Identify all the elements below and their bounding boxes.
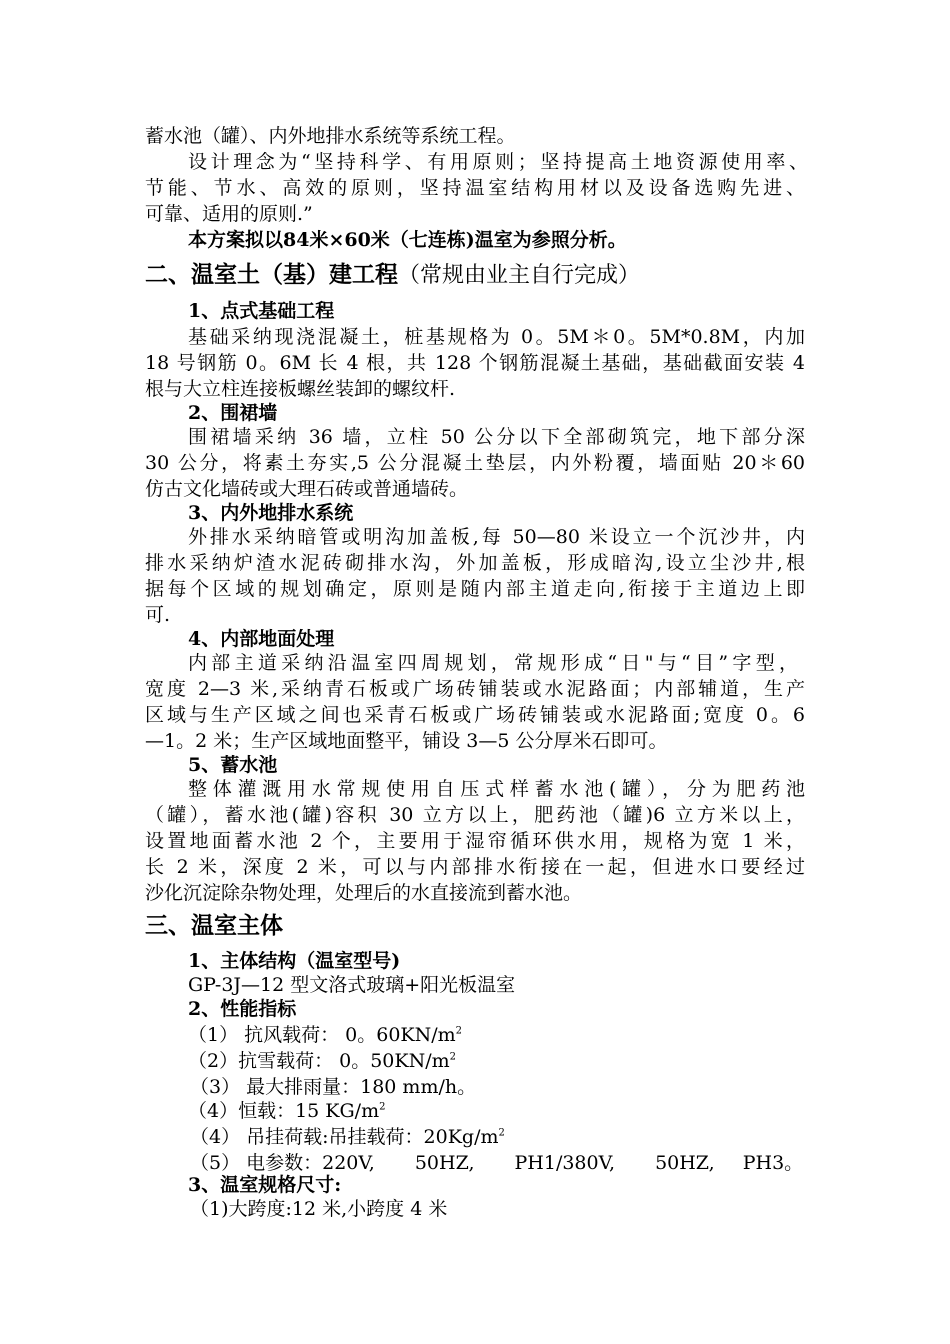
subsection-2-5-line-2: （罐），蓄水池(罐)容积 30 立方以上，肥药池（罐)6 立方米以上， — [145, 804, 805, 826]
section-3-title: 三、温室主体 — [145, 912, 283, 939]
spec-dead-load: （4）恒载：15 $KG/m^2$ — [188, 1100, 386, 1122]
subsection-2-5-title: 5、蓄水池 — [188, 754, 278, 776]
subsection-3-3-title: 3、温室规格尺寸: — [188, 1174, 342, 1196]
subsection-2-3-title: 3、内外地排水系统 — [188, 502, 354, 524]
spec-hanging-load: （4） 吊挂荷载:吊挂载荷：$20Kg/m^2$ — [190, 1126, 505, 1148]
plan-statement: 本方案拟以84米×60米（七连栋)温室为参照分析。 — [188, 229, 627, 251]
subsection-2-5-line-3: 设置地面蓄水池 2 个，主要用于湿帘循环供水用，规格为宽 1 米， — [145, 830, 805, 852]
subsection-3-2-title: 2、性能指标 — [188, 998, 297, 1020]
subsection-2-1-line-2: 18 号钢筋 0。6M 长 4 根，共 128 个钢筋混凝土基础，基础截面安装 4 — [145, 352, 805, 374]
spec-rainfall: （3） 最大排雨量：180 mm/h。 — [190, 1076, 477, 1098]
spec-wind-load: （1） 抗风载荷： 0。$60KN/m^2$ — [188, 1024, 463, 1046]
subsection-2-3-line-1: 外排水采纳暗管或明沟加盖板,每 50—80 米设立一个沉沙井，内 — [188, 526, 805, 548]
design-concept-line-2: 节能、节水、高效的原则，坚持温室结构用材以及设备选购先进、 — [145, 177, 805, 199]
subsection-2-2-title: 2、围裙墙 — [188, 402, 278, 424]
subsection-2-3-line-3: 据每个区域的规划确定，原则是随内部主道走向,衔接于主道边上即 — [145, 578, 805, 600]
intro-line: 蓄水池（罐）、内外地排水系统等系统工程。 — [145, 125, 516, 147]
subsection-2-4-line-2: 宽度 2—3 米,采纳青石板或广场砖铺装或水泥路面；内部辅道，生产 — [145, 678, 805, 700]
subsection-2-5-line-4: 长 2 米，深度 2 米，可以与内部排水衔接在一起，但进水口要经过 — [145, 856, 805, 878]
section-2-note: （常规由业主自行完成） — [398, 263, 641, 288]
spec-electrical: （5） 电参数：220V, 50HZ, PH1/380V, 50HZ, PH3。 — [190, 1152, 804, 1174]
subsection-2-4-title: 4、内部地面处理 — [188, 628, 335, 650]
subsection-2-2-line-1: 围裙墙采纳 36 墙，立柱 50 公分以下全部砌筑完，地下部分深 — [188, 426, 805, 448]
design-concept-line-3: 可靠、适用的原则.” — [145, 203, 313, 225]
subsection-2-2-line-3: 仿古文化墙砖或大理石砖或普通墙砖。 — [145, 478, 469, 500]
span-dimensions: （1)大跨度:12 米,小跨度 4 米 — [190, 1198, 448, 1220]
section-2-title: 二、温室土（基）建工程 — [145, 261, 398, 288]
subsection-2-1-line-1: 基础采纳现浇混凝土，桩基规格为 0。5M＊0。5M*0.8M，内加 — [188, 326, 805, 348]
subsection-2-1-title: 1、点式基础工程 — [188, 300, 335, 322]
greenhouse-model: GP-3J—12 型文洛式玻璃+阳光板温室 — [188, 974, 516, 996]
section-2-heading — [145, 259, 640, 292]
subsection-2-3-line-4: 可. — [145, 604, 171, 626]
subsection-2-5-line-1: 整体灌溉用水常规使用自压式样蓄水池(罐），分为肥药池 — [188, 778, 805, 800]
subsection-2-2-line-2: 30 公分，将素土夯实,5 公分混凝土垫层，内外粉覆，墙面贴 20＊60 — [145, 452, 805, 474]
spec-snow-load: （2）抗雪载荷： 0。$50KN/m^2$ — [188, 1050, 457, 1072]
subsection-2-3-line-2: 排水采纳炉渣水泥砖砌排水沟，外加盖板，形成暗沟,设立尘沙井,根 — [145, 552, 805, 574]
subsection-2-4-line-4: —1。2 米；生产区域地面整平，铺设 3—5 公分厚米石即可。 — [145, 730, 668, 752]
subsection-2-1-line-3: 根与大立柱连接板螺丝装卸的螺纹杆. — [145, 378, 456, 400]
subsection-2-5-line-5: 沙化沉淀除杂物处理，处理后的水直接流到蓄水池。 — [145, 882, 583, 904]
design-concept-line-1: 设计理念为“坚持科学、有用原则；坚持提高土地资源使用率、 — [188, 151, 808, 173]
subsection-2-4-line-1: 内部主道采纳沿温室四周规划，常规形成“日"与“目”字型， — [188, 652, 798, 674]
subsection-3-1-title: 1、主体结构（温室型号) — [188, 950, 401, 972]
subsection-2-4-line-3: 区域与生产区域之间也采青石板或广场砖铺装或水泥路面;宽度 0。6 — [145, 704, 805, 726]
